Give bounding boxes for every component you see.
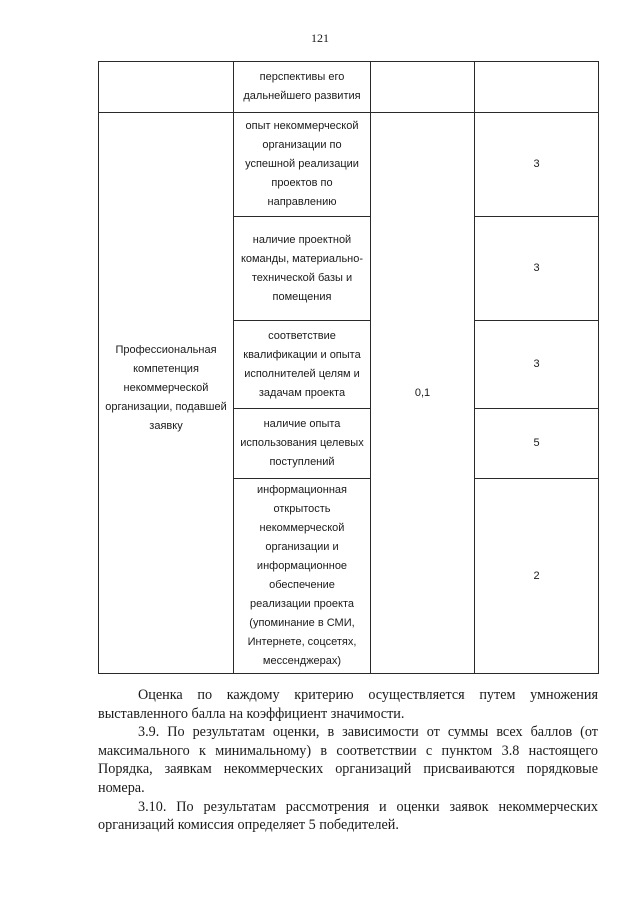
criterion-cell: перспективы его дальнейшего развития: [234, 62, 371, 113]
criterion-cell: опыт некоммерческой организации по успешной реализации проектов по направлению: [234, 113, 371, 217]
score-cell: 3: [475, 113, 599, 217]
page-number: 121: [311, 31, 329, 45]
table-row: [99, 62, 599, 113]
score-cell: 2: [475, 479, 599, 674]
criteria-table: [98, 61, 599, 674]
score-cell-top: [475, 62, 599, 113]
score-cell: 3: [475, 217, 599, 321]
group-label-cell-top: [99, 62, 234, 113]
score-cell: 5: [475, 409, 599, 479]
group-label-cell: Профессиональная компетенция некоммерческой организации, подавшей заявку: [99, 113, 234, 674]
criterion-cell: наличие опыта использования целевых поступлений: [234, 409, 371, 479]
score-cell: 3: [475, 321, 599, 409]
paragraph: Оценка по каждому критерию осуществляется путем умножения выставленного балла на коэффициент значимости.: [98, 687, 598, 722]
paragraph: 3.9. По результатам оценки, в зависимости от суммы всех баллов (от максимального к минимальному) в соответствии с пунктом 3.8 настоящего Порядка, заявкам некоммерческих организаций присваиваются порядковые номера.: [98, 724, 598, 796]
criterion-cell: наличие проектной команды, материально-технической базы и помещения: [234, 217, 371, 321]
body-text: [98, 686, 598, 835]
criterion-cell: информационная открытость некоммерческой организации и информационное обеспечение реализации проекта (упоминание в СМИ, Интернете, соцсетях, мессенджерах): [234, 479, 371, 674]
coefficient-cell: 0,1: [371, 113, 475, 674]
paragraph: 3.10. По результатам рассмотрения и оценки заявок некоммерческих организаций комиссия определяет 5 победителей.: [98, 798, 598, 834]
coefficient-cell-top: [371, 62, 475, 113]
table-row: [99, 113, 599, 217]
criterion-cell: соответствие квалификации и опыта исполнителей целям и задачам проекта: [234, 321, 371, 409]
